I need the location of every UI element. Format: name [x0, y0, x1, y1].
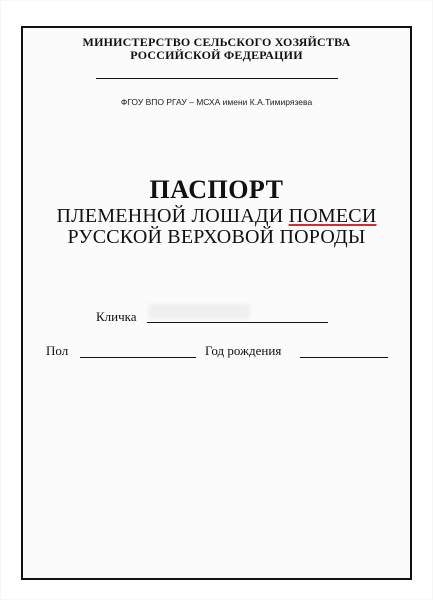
ministry-line-1: МИНИСТЕРСТВО СЕЛЬСКОГО ХОЗЯЙСТВА: [82, 35, 351, 49]
institution-name: ФГОУ ВПО РГАУ – МСХА имени К.А.Тимирязева: [120, 97, 313, 107]
header-divider: [96, 78, 338, 79]
ministry-line-2: РОССИЙСКОЙ ФЕДЕРАЦИИ: [130, 48, 303, 62]
sex-label: Пол: [46, 343, 69, 358]
birth-year-blank-line: [300, 357, 388, 358]
document-title: ПАСПОРТ: [149, 175, 284, 204]
nickname-blank-line: [147, 322, 328, 323]
nickname-label: Кличка: [96, 309, 137, 324]
document-subtitle: [0, 206, 433, 248]
subtitle-prefix: ПЛЕМЕННОЙ ЛОШАДИ: [56, 205, 289, 227]
ministry-header: [0, 36, 433, 62]
redacted-nickname: [148, 304, 250, 319]
subtitle-hybrid-word: ПОМЕСИ: [288, 205, 377, 227]
subtitle-line-2: РУССКОЙ ВЕРХОВОЙ ПОРОДЫ: [67, 226, 366, 248]
page-border-frame: [21, 26, 412, 580]
sex-blank-line: [80, 357, 196, 358]
birth-year-label: Год рождения: [205, 343, 282, 358]
subtitle-line-1: [0, 206, 433, 227]
